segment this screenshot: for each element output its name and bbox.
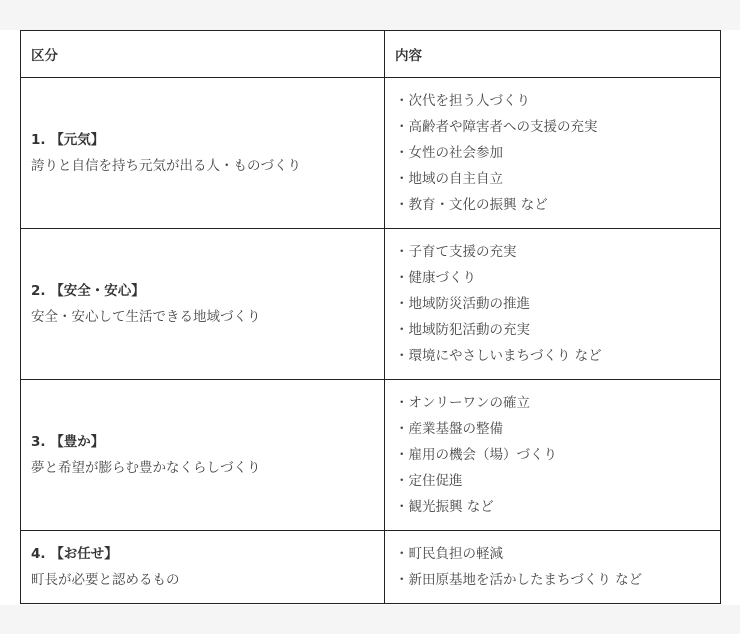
table-row	[21, 531, 721, 604]
page-sheet	[0, 30, 740, 605]
list-item: ・環境にやさしいまちづくり など	[395, 348, 602, 364]
list-item: ・町民負担の軽減	[395, 546, 503, 562]
content-list	[395, 88, 710, 218]
list-item: ・健康づくり	[395, 270, 476, 286]
category-title: 1. 【元気】	[31, 132, 105, 148]
content-cell	[385, 78, 721, 229]
category-title: 2. 【安全・安心】	[31, 283, 145, 299]
content-cell	[385, 229, 721, 380]
table-row	[21, 229, 721, 380]
header-category: 区分	[21, 31, 385, 78]
category-table	[20, 30, 721, 604]
table-row	[21, 380, 721, 531]
content-list	[395, 239, 710, 369]
category-cell	[21, 531, 385, 604]
content-list	[395, 390, 710, 520]
table-header-row	[21, 31, 721, 78]
list-item: ・子育て支援の充実	[395, 244, 517, 260]
list-item: ・新田原基地を活かしたまちづくり など	[395, 572, 643, 588]
list-item: ・地域防災活動の推進	[395, 296, 530, 312]
list-item: ・教育・文化の振興 など	[395, 197, 548, 213]
list-item: ・女性の社会参加	[395, 145, 503, 161]
content-cell	[385, 380, 721, 531]
list-item: ・定住促進	[395, 473, 463, 489]
content-cell	[385, 531, 721, 604]
category-cell	[21, 380, 385, 531]
category-cell	[21, 229, 385, 380]
category-title: 3. 【豊か】	[31, 434, 105, 450]
list-item: ・産業基盤の整備	[395, 421, 503, 437]
category-cell	[21, 78, 385, 229]
list-item: ・次代を担う人づくり	[395, 93, 530, 109]
list-item: ・地域の自主自立	[395, 171, 503, 187]
list-item: ・オンリーワンの確立	[395, 395, 530, 411]
category-description: 安全・安心して生活できる地域づくり	[31, 309, 261, 325]
list-item: ・雇用の機会（場）づくり	[395, 447, 557, 463]
header-content: 内容	[385, 31, 721, 78]
category-description: 誇りと自信を持ち元気が出る人・ものづくり	[31, 158, 301, 174]
list-item: ・高齢者や障害者への支援の充実	[395, 119, 598, 135]
list-item: ・地域防犯活動の充実	[395, 322, 530, 338]
content-list	[395, 541, 710, 593]
table-row	[21, 78, 721, 229]
list-item: ・観光振興 など	[395, 499, 494, 515]
category-description: 町長が必要と認めるもの	[31, 572, 180, 588]
category-description: 夢と希望が膨らむ豊かなくらしづくり	[31, 460, 261, 476]
category-title: 4. 【お任せ】	[31, 546, 118, 562]
